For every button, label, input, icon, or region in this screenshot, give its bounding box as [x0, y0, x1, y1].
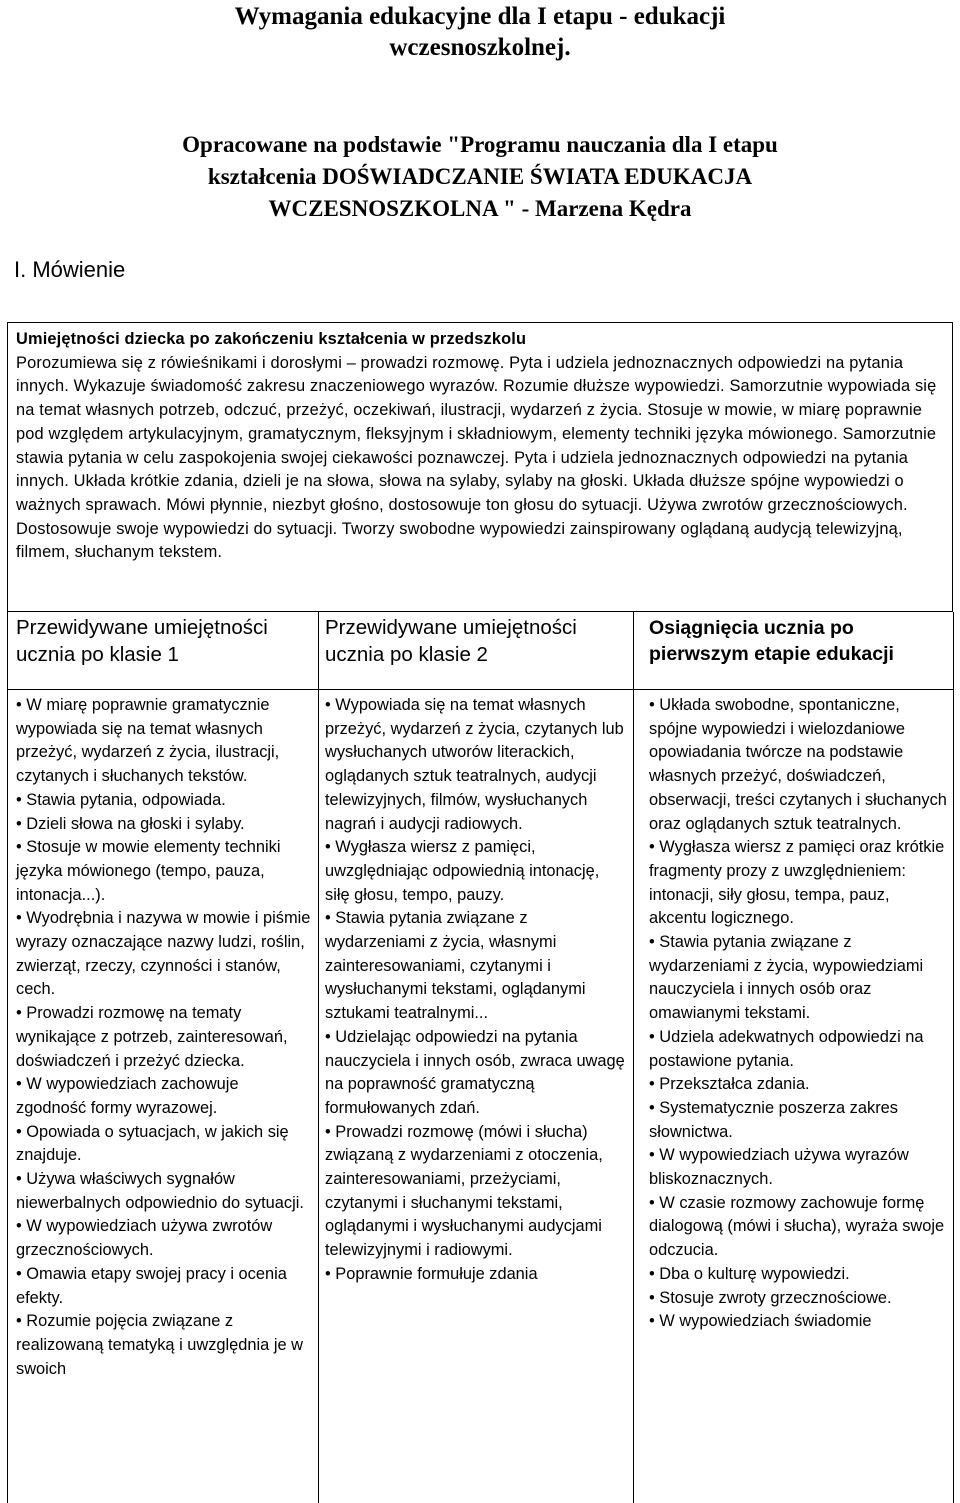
list-item: • Prowadzi rozmowę (mówi i słucha) związaną z wydarzeniami z otoczenia, zainteresowaniami, przeżyciami, czytanymi i słuchanymi tekstami, oglądanymi i wysłuchanymi audycjami telewizyjnymi i radiowymi.	[325, 1122, 603, 1260]
list-item: • Prowadzi rozmowę na tematy wynikające z potrzeb, zainteresowań, doświadczeń i przeżyć dziecka.	[16, 1004, 288, 1070]
list-item: • Przekształca zdania.	[649, 1075, 810, 1094]
list-item: • W wypowiedziach zachowuje zgodność formy wyrazowej.	[16, 1075, 239, 1117]
subtitle-line-3: WCZESNOSZKOLNA " - Marzena Kędra	[268, 196, 692, 221]
item-list	[8, 690, 318, 1381]
list-item: • Stosuje zwroty grzecznościowe.	[649, 1288, 892, 1307]
subtitle-line-1: Opracowane na podstawie "Programu nauczania dla I etapu	[182, 132, 778, 157]
list-item: • Omawia etapy swojej pracy i ocenia efekty.	[16, 1264, 287, 1307]
list-item: • Stawia pytania, odpowiada.	[16, 790, 226, 809]
list-item: • W czasie rozmowy zachowuje formę dialogową (mówi i słucha), wyraża swoje odczucia.	[649, 1193, 945, 1260]
intro-text	[16, 328, 946, 565]
list-item: • Układa swobodne, spontaniczne, spójne wypowiedzi i wielozdaniowe opowiadania twórcze na podstawie własnych przeżyć, doświadczeń, obserwacji, treści czytanych i słuchanych oraz oglądanych sztuk teatralnych.	[649, 696, 947, 833]
list-item: • Stawia pytania związane z wydarzeniami z życia, własnymi zainteresowaniami, czytanymi i wysłuchanymi tekstami, oglądanymi sztukami teatralnymi...	[325, 909, 586, 1023]
document-title-line-2: wczesnoszkolnej.	[389, 34, 571, 61]
list-item: • Wygłasza wiersz z pamięci oraz krótkie fragmenty prozy z uwzględnieniem: intonacji, siły głosu, tempa, pauz, akcentu logicznego.	[649, 838, 945, 928]
list-item: • Wyodrębnia i nazywa w mowie i piśmie wyrazy oznaczające nazwy ludzi, roślin, zwierząt, rzeczy, czynności i stanów, cech.	[16, 909, 311, 999]
list-item: • Rozumie pojęcia związane z realizowaną tematyką i uwzględnia je w swoich	[16, 1312, 303, 1378]
list-item: • Wygłasza wiersz z pamięci, uwzględniając odpowiednią intonację, siłę głosu, tempo, pauzy.	[325, 838, 600, 904]
column-heading: Przewidywane umiejętności ucznia po klasie 1	[8, 612, 318, 690]
subtitle-line-2: kształcenia DOŚWIADCZANIE ŚWIATA EDUKACJA	[207, 164, 753, 189]
column-heading: Przewidywane umiejętności ucznia po klasie 2	[317, 612, 633, 690]
list-item: • Udziela adekwatnych odpowiedzi na postawione pytania.	[649, 1027, 924, 1070]
list-item: • W miarę poprawnie gramatycznie wypowiada się na temat własnych przeżyć, wydarzeń z życia, ilustracji, czytanych i słuchanych tekstów.	[16, 696, 280, 786]
list-item: • W wypowiedziach używa wyrazów bliskoznacznych.	[649, 1146, 909, 1189]
list-item: • Używa właściwych sygnałów niewerbalnych odpowiednio do sytuacji.	[16, 1170, 304, 1212]
list-item: • W wypowiedziach używa zwrotów grzecznościowych.	[16, 1217, 273, 1260]
list-item: • Wypowiada się na temat własnych przeżyć, wydarzeń z życia, czytanych lub wysłuchanych utworów literackich, oglądanych sztuk teatralnych, audycji telewizyjnych, filmów, wysłuchanych nagrań i audycji radiowych.	[325, 696, 624, 833]
list-item: • W wypowiedziach świadomie	[649, 1312, 872, 1331]
item-list	[633, 690, 953, 1334]
list-item: • Stawia pytania związane z wydarzeniami z życia, wypowiedziami nauczyciela i innych osób oraz omawianymi tekstami.	[649, 933, 924, 1023]
intro-paragraph: Porozumiewa się z rówieśnikami i dorosłymi – prowadzi rozmowę. Pyta i udziela jednoznacznych odpowiedzi na pytania innych. Wykazuje świadomość zakresu znaczeniowego wyrazów. Rozumie dłuższe wypowiedzi. Samorzutnie wypowiada się na temat własnych potrzeb, odczuć, przeżyć, oczekiwań, ilustracji, wydarzeń z życia. Stosuje w mowie, w miarę poprawnie pod względem artykulacyjnym, gramatycznym, fleksyjnym i składniowym, elementy techniki języka mówionego. Samorzutnie stawia pytania w celu zaspokojenia swojej ciekawości poznawczej. Pyta i udziela jednoznacznych odpowiedzi na pytania innych. Układa krótkie zdania, dzieli je na słowa, słowa na sylaby, sylaby na głoski. Układa dłuższe spójne wypowiedzi o ważnych sprawach. Mówi płynnie, niezbyt głośno, dostosowuje ton głosu do sytuacji. Używa zwrotów grzecznościowych. Dostosowuje swoje wypowiedzi do sytuacji. Tworzy swobodne wypowiedzi zainspirowany oglądaną audycją telewizyjną, filmem, słuchanym tekstem.	[16, 353, 937, 562]
list-item: • Systematycznie poszerza zakres słownictwa.	[649, 1098, 898, 1141]
intro-heading: Umiejętności dziecka po zakończeniu kształcenia w przedszkolu	[16, 330, 527, 348]
list-item: • Opowiada o sytuacjach, w jakich się znajduje.	[16, 1122, 289, 1165]
intro-box	[7, 322, 953, 612]
list-item: • Dzieli słowa na głoski i sylaby.	[16, 814, 245, 833]
document-title-line-1: Wymagania edukacyjne dla I etapu - edukacji	[234, 3, 726, 30]
column-first-stage-achievements	[633, 612, 954, 1503]
list-item: • Poprawnie formułuje zdania	[325, 1264, 538, 1283]
column-heading: Osiągnięcia ucznia po pierwszym etapie edukacji	[633, 612, 953, 690]
item-list	[317, 690, 633, 1287]
section-title: I. Mówienie	[14, 257, 126, 282]
column-grade-1	[7, 612, 319, 1503]
column-grade-2	[317, 612, 634, 1503]
list-item: • Udzielając odpowiedzi na pytania nauczyciela i innych osób, zwraca uwagę na poprawność gramatyczną formułowanych zdań.	[325, 1027, 625, 1117]
list-item: • Stosuje w mowie elementy techniki języka mówionego (tempo, pauza, intonacja...).	[16, 838, 281, 904]
list-item: • Dba o kulturę wypowiedzi.	[649, 1264, 850, 1283]
